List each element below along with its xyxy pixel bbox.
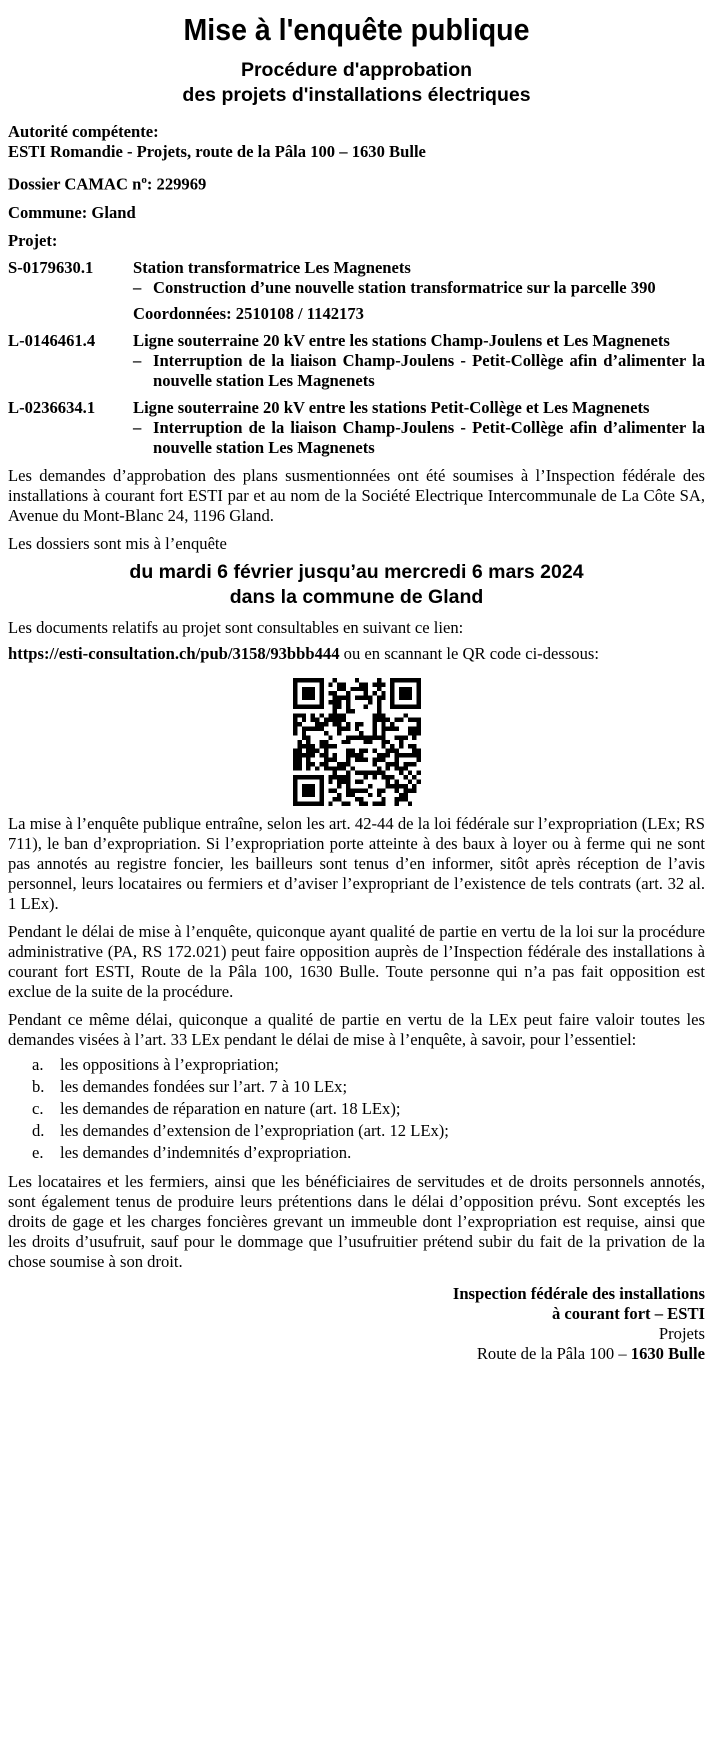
signature-block: [8, 1284, 705, 1364]
dossier-sup: o: [141, 174, 147, 186]
paragraph-demandes: Pendant ce même délai, quiconque a qualité de partie en vertu de la LEx peut faire valoir toutes les demandes visées à l’art. 33 LEx pendant le délai de mise à l’enquête, à savoir, pour l’essentiel:: [8, 1009, 705, 1049]
consultation-link[interactable]: https://esti-consultation.ch/pub/3158/93bbb444: [8, 643, 340, 663]
list-item: [32, 1098, 705, 1120]
subtitle: [8, 58, 705, 108]
project-3: [8, 398, 705, 458]
dash-marker: –: [133, 417, 142, 437]
signature-line-1: Inspection fédérale des installations: [452, 1283, 705, 1303]
authority-value: ESTI Romandie - Projets, route de la Pâla 100 – 1630 Bulle: [8, 142, 426, 161]
project-code: L-0236634.1: [8, 397, 96, 417]
paragraph-opposition: Pendant le délai de mise à l’enquête, quiconque ayant qualité de partie en vertu de la loi sur la procédure administrative (PA, RS 172.021) peut faire opposition auprès de l’Inspection fédérale des installations à courant fort ESTI, Route de la Pâla 100, 1630 Bulle. Toute personne qui n’a pas fait opposition est exclue de la suite de la procédure.: [8, 921, 705, 1001]
signature-line-2: à courant fort – ESTI: [551, 1303, 705, 1323]
list-marker: a.: [32, 1054, 44, 1074]
project-detail: Interruption de la liaison Champ-Joulens - Petit-Collège afin d’alimenter la nouvelle station Les Magnenets: [153, 350, 705, 390]
list-marker: c.: [32, 1098, 44, 1118]
dossier-value: : 229969: [146, 174, 207, 194]
page-title: Mise à l'enquête publique: [183, 12, 530, 47]
dates-line-2: dans la commune de Gland: [229, 585, 484, 608]
project-title: Ligne souterraine 20 kV entre les stations Champ-Joulens et Les Magnenets: [133, 330, 670, 350]
authority-label: Autorité compétente:: [8, 122, 159, 141]
qr-code[interactable]: [293, 678, 421, 806]
list-item: [32, 1054, 705, 1076]
list-marker: d.: [32, 1120, 45, 1140]
project-title: Ligne souterraine 20 kV entre les stations Petit-Collège et Les Magnenets: [133, 397, 650, 417]
paragraph-documents: Les documents relatifs au projet sont consultables en suivant ce lien:: [8, 617, 464, 637]
project-1: [8, 258, 705, 324]
project-title: Station transformatrice Les Magnenets: [133, 257, 411, 277]
list-text: les demandes d’indemnités d’expropriation.: [60, 1142, 352, 1162]
paragraph-expropriation: La mise à l’enquête publique entraîne, selon les art. 42-44 de la loi fédérale sur l’expropriation (LEx; RS 711), le ban d’expropriation. Si l’expropriation porte atteinte à des baux à loyer ou à ferme qui ne sont pas annotés au registre foncier, les bailleurs sont tenus d’en informer, sitôt après réception de l’avis personnel, leurs locataires ou fermiers et d’aviser l’expropriant de l’existence de tels contrats (art. 32 al. 1 LEx).: [8, 813, 705, 913]
paragraph-submission: Les demandes d’approbation des plans susmentionnées ont été soumises à l’Inspection fédérale des installations à courant fort ESTI par et au nom de la Société Electrique Intercommunale de La Côte SA, Avenue du Mont-Blanc 24, 1196 Gland.: [8, 465, 705, 525]
notice-body-3: [8, 814, 705, 1364]
project-code: L-0146461.4: [8, 330, 96, 350]
qr-code-container: [8, 678, 705, 806]
subtitle-line-1: Procédure d'approbation: [240, 59, 473, 81]
list-marker: e.: [32, 1142, 44, 1162]
list-item: [32, 1076, 705, 1098]
paragraph-link: [8, 644, 705, 664]
signature-line-4: [8, 1344, 705, 1364]
projet-label: Projet:: [8, 230, 58, 250]
project-code: S-0179630.1: [8, 257, 94, 277]
dossier-label: Dossier CAMAC n: [8, 174, 142, 194]
signature-city: 1630 Bulle: [630, 1343, 705, 1363]
subtitle-line-2: des projets d'installations électriques: [182, 84, 531, 106]
notice-body-2: [8, 618, 705, 664]
demandes-list: [8, 1054, 705, 1164]
project-detail: Construction d’une nouvelle station transformatrice sur la parcelle 390: [153, 277, 656, 297]
list-text: les demandes fondées sur l’art. 7 à 10 LEx;: [60, 1076, 348, 1096]
dates-line-1: du mardi 6 février jusqu’au mercredi 6 mars 2024: [129, 560, 584, 583]
dash-marker: –: [133, 277, 142, 297]
signature-address: Route de la Pâla 100 –: [476, 1343, 631, 1363]
project-2: [8, 331, 705, 391]
list-text: les demandes d’extension de l’expropriation (art. 12 LEx);: [60, 1120, 449, 1140]
dash-marker: –: [133, 350, 142, 370]
dossier-number: [8, 170, 705, 195]
list-item: [32, 1120, 705, 1142]
list-marker: b.: [32, 1076, 45, 1096]
link-suffix: ou en scannant le QR code ci-dessous:: [339, 643, 599, 663]
commune: Commune: Gland: [8, 202, 136, 222]
project-coordinates: Coordonnées: 2510108 / 1142173: [133, 303, 364, 323]
paragraph-locataires: Les locataires et les fermiers, ainsi que les bénéficiaires de servitudes et de droits personnels annotés, sont également tenus de produire leurs prétentions dans le délai d’opposition prévu. Sont exceptés les droits de gage et les charges foncières grevant un immeuble dont l’expropriation est requise, ainsi que les droits d’usufruit, sauf pour le dommage que l’usufruitier prétend subir du fait de la privation de la chose soumise à son droit.: [8, 1171, 705, 1271]
paragraph-dossiers: Les dossiers sont mis à l’enquête: [8, 533, 227, 553]
signature-line-3: Projets: [658, 1323, 705, 1343]
list-text: les oppositions à l’expropriation;: [60, 1054, 279, 1074]
list-text: les demandes de réparation en nature (art. 18 LEx);: [60, 1098, 401, 1118]
notice-body: [8, 122, 705, 554]
enquete-dates: [8, 560, 705, 610]
list-item: [32, 1142, 705, 1164]
project-detail: Interruption de la liaison Champ-Joulens - Petit-Collège afin d’alimenter la nouvelle station Les Magnenets: [153, 417, 705, 457]
